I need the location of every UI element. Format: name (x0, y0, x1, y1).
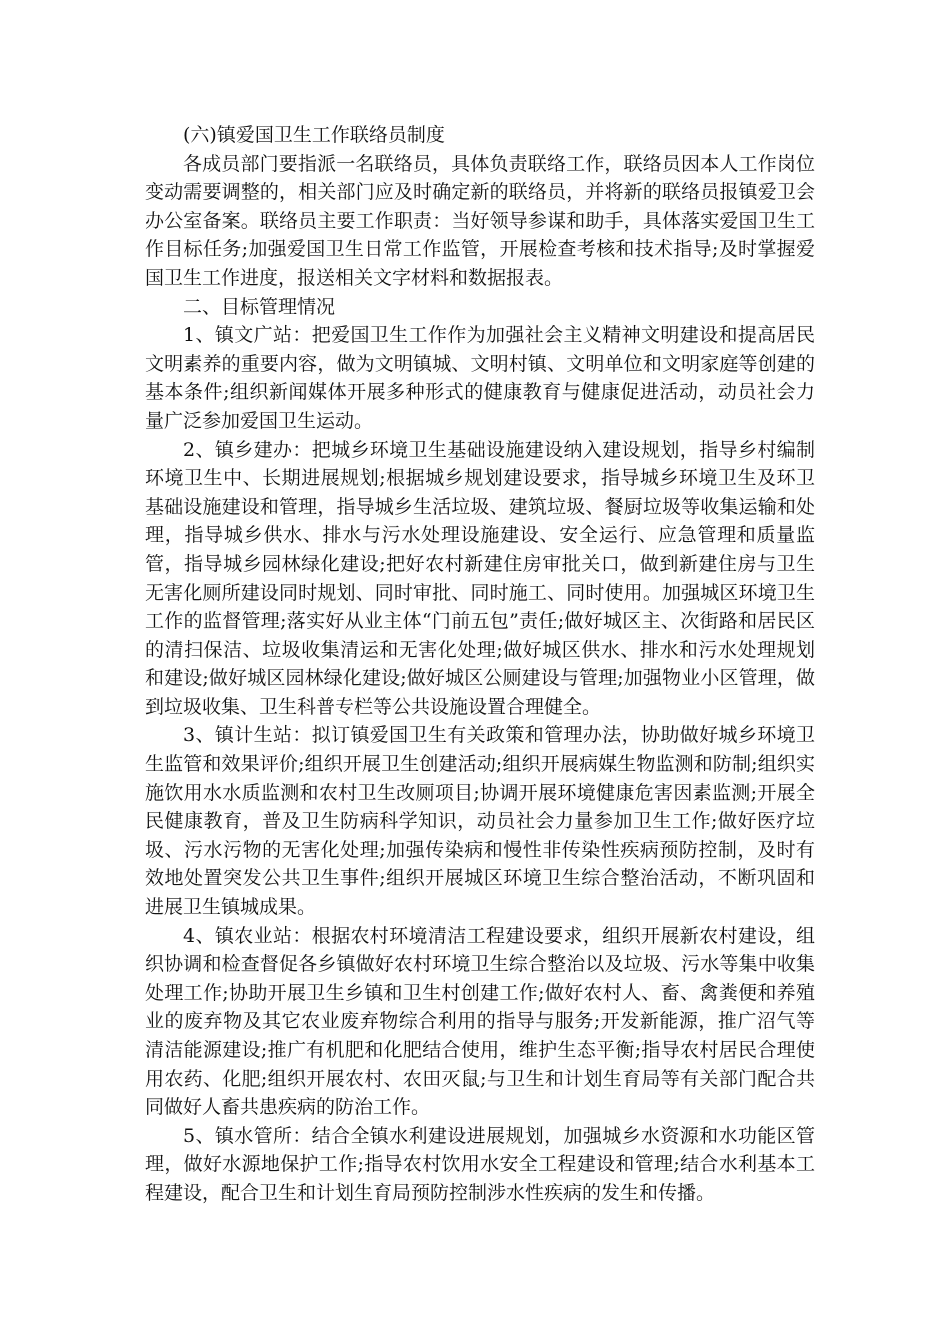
paragraph-liaison: 各成员部门要指派一名联络员，具体负责联络工作，联络员因本人工作岗位变动需要调整的，相关部门应及时确定新的联络员，并将新的联络员报镇爱卫会办公室备案。联络员主要工作职责：当好领导参谋和助手，具体落实爱国卫生工作目标任务;加强爱国卫生日常工作监管，开展检查考核和技术指导;及时掌握爱国卫生工作进度，报送相关文字材料和数据报表。 (145, 152, 815, 289)
paragraph-item-4: 4、镇农业站：根据农村环境清洁工程建设要求，组织开展新农村建设，组织协调和检查督促各乡镇做好农村环境卫生综合整治以及垃圾、污水等集中收集处理工作;协助开展卫生乡镇和卫生村创建工作;做好农村人、畜、禽粪便和养殖业的废弃物及其它农业废弃物综合利用的指导与服务;开发新能源，推广沼气等清洁能源建设;推广有机肥和化肥结合使用，维护生态平衡;指导农村居民合理使用农药、化肥;组织开展农村、农田灭鼠;与卫生和计划生育局等有关部门配合共同做好人畜共患疾病的防治工作。 (145, 924, 815, 1119)
section-heading-liaison: (六)镇爱国卫生工作联络员制度 (183, 124, 445, 146)
document-body (145, 121, 815, 1208)
paragraph-item-2: 2、镇乡建办：把城乡环境卫生基础设施建设纳入建设规划，指导乡村编制环境卫生中、长期进展规划;根据城乡规划建设要求，指导城乡环境卫生及环卫基础设施建设和管理，指导城乡生活垃圾、建筑垃圾、餐厨垃圾等收集运输和处理，指导城乡供水、排水与污水处理设施建设、安全运行、应急管理和质量监管，指导城乡园林绿化建设;把好农村新建住房审批关口，做到新建住房与卫生无害化厕所建设同时规划、同时审批、同时施工、同时使用。加强城区环境卫生工作的监督管理;落实好从业主体“门前五包”责任;做好城区主、次街路和居民区的清扫保洁、垃圾收集清运和无害化处理;做好城区供水、排水和污水处理规划和建设;做好城区园林绿化建设;做好城区公厕建设与管理;加强物业小区管理，做到垃圾收集、卫生科普专栏等公共设施设置合理健全。 (145, 438, 815, 718)
section-heading-targets: 二、目标管理情况 (183, 295, 336, 318)
paragraph-item-3: 3、镇计生站：拟订镇爱国卫生有关政策和管理办法，协助做好城乡环境卫生监管和效果评价;组织开展卫生创建活动;组织开展病媒生物监测和防制;组织实施饮用水水质监测和农村卫生改厕项目;协调开展环境健康危害因素监测;开展全民健康教育，普及卫生防病科学知识，动员社会力量参加卫生工作;做好医疗垃圾、污水污物的无害化处理;加强传染病和慢性非传染性疾病预防控制，及时有效地处置突发公共卫生事件;组织开展城区环境卫生综合整治活动，不断巩固和进展卫生镇城成果。 (145, 724, 815, 919)
paragraph-item-5: 5、镇水管所：结合全镇水利建设进展规划，加强城乡水资源和水功能区管理，做好水源地保护工作;指导农村饮用水安全工程建设和管理;结合水利基本工程建设，配合卫生和计划生育局预防控制涉水性疾病的发生和传播。 (145, 1124, 815, 1204)
paragraph-item-1: 1、镇文广站：把爱国卫生工作作为加强社会主义精神文明建设和提高居民文明素养的重要内容，做为文明镇城、文明村镇、文明单位和文明家庭等创建的基本条件;组织新闻媒体开展多种形式的健康教育与健康促进活动，动员社会力量广泛参加爱国卫生运动。 (145, 324, 815, 432)
